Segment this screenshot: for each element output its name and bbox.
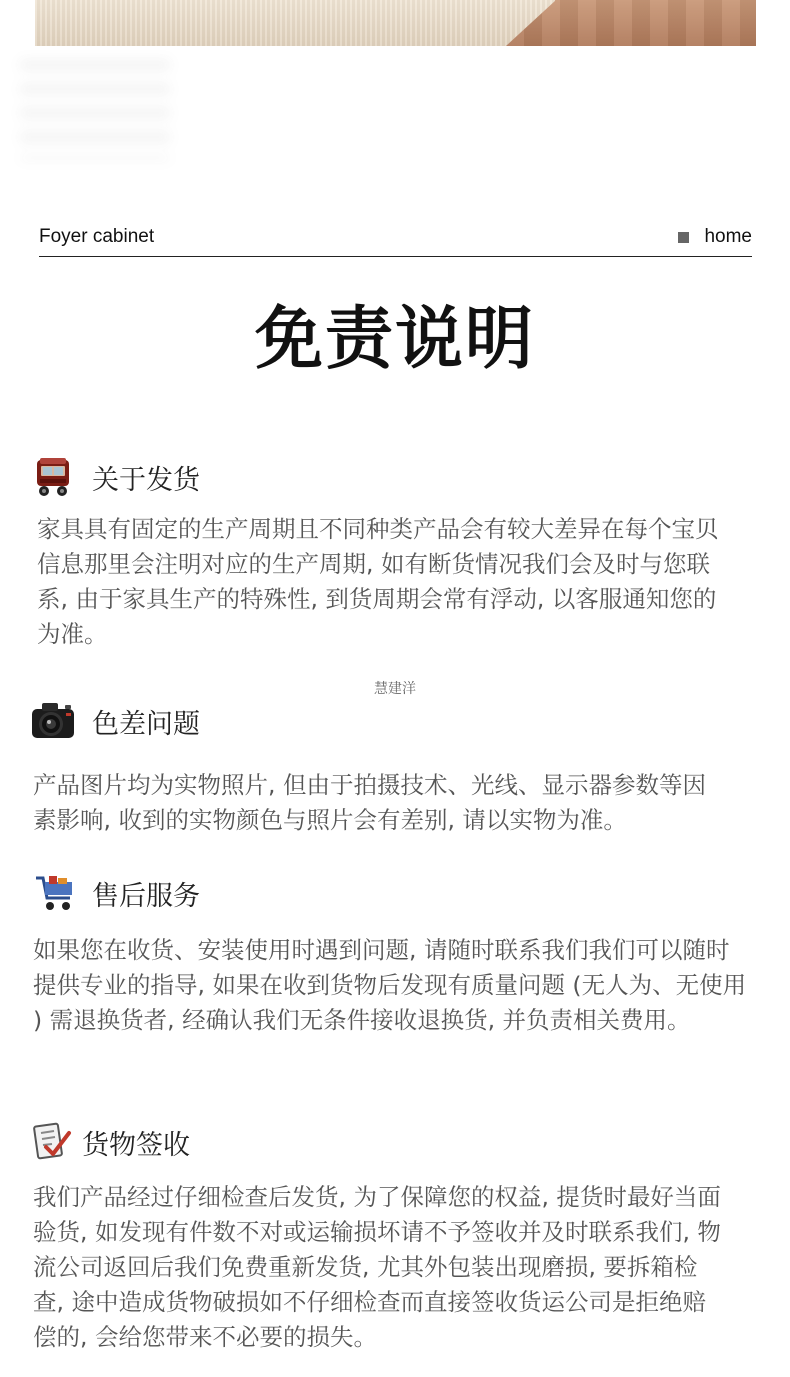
delivery-truck-icon (34, 456, 76, 498)
body-line: 查, 途中造成货物破损如不仔细检查而直接签收货运公司是拒绝赔 (33, 1288, 706, 1316)
body-line: 信息那里会注明对应的生产周期, 如有断货情况我们会及时与您联 (37, 550, 710, 578)
camera-icon (30, 700, 76, 742)
shopping-cart-icon (34, 872, 76, 914)
product-banner-image (35, 0, 756, 46)
body-line: 偿的, 会给您带来不必要的损失。 (33, 1323, 377, 1351)
section-body-color (33, 768, 753, 838)
rug-texture (35, 0, 555, 46)
home-link-label: home (704, 226, 752, 247)
header-title: Foyer cabinet (39, 226, 155, 247)
section-body-shipping (37, 512, 757, 652)
home-link[interactable] (678, 226, 752, 248)
checklist-icon (32, 1121, 72, 1163)
body-line: 验货, 如发现有件数不对或运输损坏请不予签收并及时联系我们, 物 (33, 1218, 721, 1246)
section-heading-shipping (34, 456, 200, 498)
section-heading-text: 售后服务 (92, 880, 200, 912)
watermark: 慧建洋 (374, 681, 416, 697)
body-line: 家具具有固定的生产周期且不同种类产品会有较大差异在每个宝贝 (37, 515, 719, 543)
section-heading-color (30, 700, 200, 742)
section-heading-receipt (32, 1121, 190, 1163)
body-line: 素影响, 收到的实物颜色与照片会有差别, 请以实物为准。 (33, 806, 627, 834)
body-line: 我们产品经过仔细检查后发货, 为了保障您的权益, 提货时最好当面 (33, 1183, 721, 1211)
top-bar (39, 226, 752, 257)
body-line: 为准。 (37, 620, 108, 648)
body-line: 产品图片均为实物照片, 但由于拍摄技术、光线、显示器参数等因 (33, 771, 706, 799)
section-body-after-sales (33, 933, 778, 1038)
square-bullet-icon (678, 232, 689, 243)
faded-reflection (20, 60, 170, 160)
section-body-receipt (33, 1180, 763, 1355)
body-line: ) 需退换货者, 经确认我们无条件接收退换货, 并负责相关费用。 (33, 1006, 691, 1034)
section-heading-text: 关于发货 (92, 464, 200, 496)
section-heading-text: 色差问题 (92, 708, 200, 740)
section-heading-text: 货物签收 (82, 1129, 190, 1161)
body-line: 提供专业的指导, 如果在收到货物后发现有质量问题 (无人为、无使用 (33, 971, 747, 999)
body-line: 系, 由于家具生产的特殊性, 到货周期会常有浮动, 以客服通知您的 (37, 585, 717, 613)
page-title: 免责说明 (254, 300, 535, 379)
body-line: 流公司返回后我们免费重新发货, 尤其外包装出现磨损, 要拆箱检 (33, 1253, 698, 1281)
body-line: 如果您在收货、安装使用时遇到问题, 请随时联系我们我们可以随时 (33, 936, 730, 964)
section-heading-after-sales (34, 872, 200, 914)
